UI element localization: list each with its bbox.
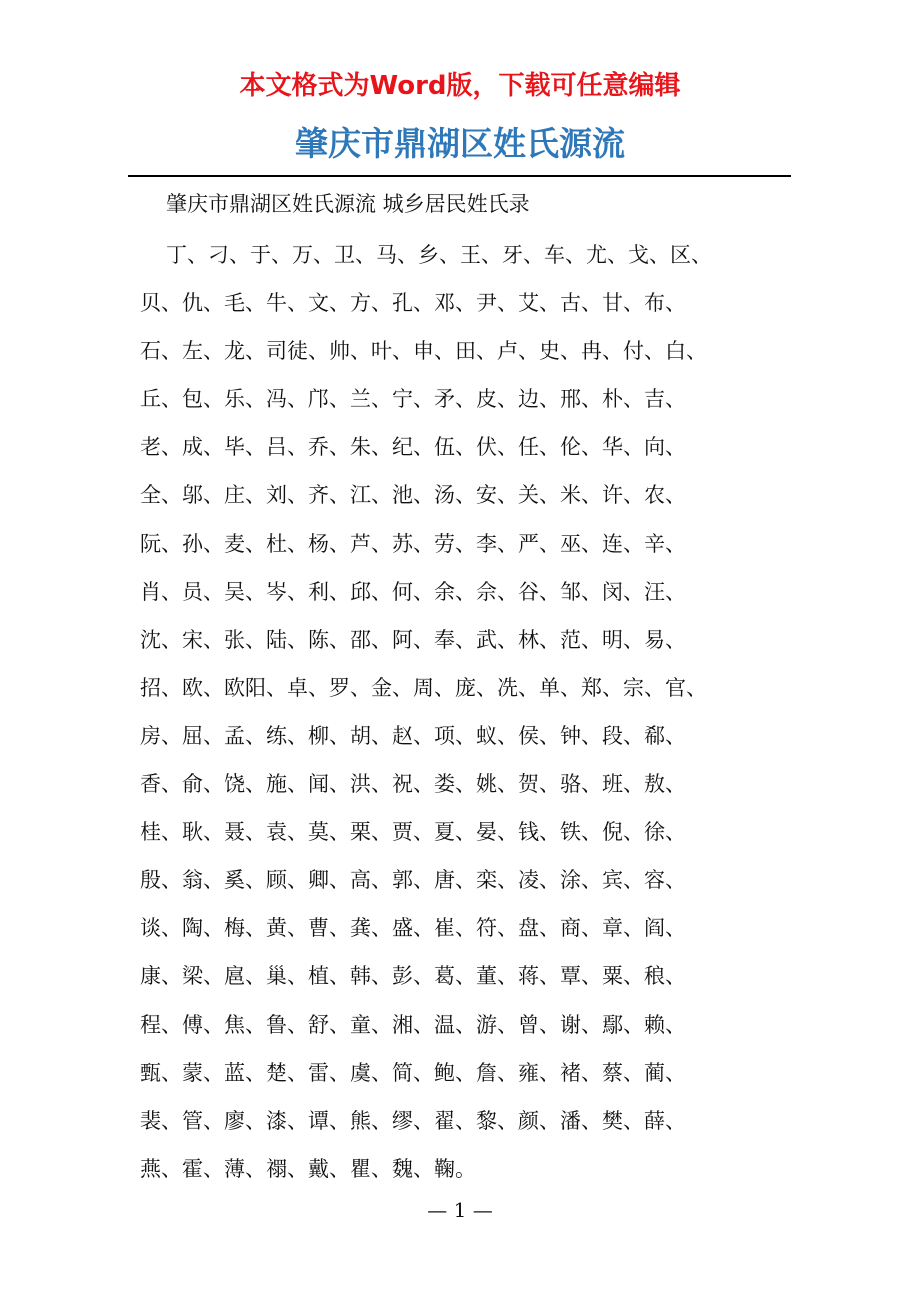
surname-line: 贝、仇、毛、牛、文、方、孔、邓、尹、艾、古、甘、布、	[140, 291, 686, 316]
surname-line: 肖、员、吴、岑、利、邱、何、余、佘、谷、邹、闵、汪、	[140, 579, 686, 604]
surname-line: 阮、孙、麦、杜、杨、芦、苏、劳、李、严、巫、连、辛、	[140, 531, 686, 556]
surname-line: 老、成、毕、吕、乔、朱、纪、伍、伏、任、伦、华、向、	[140, 435, 686, 460]
surname-line: 康、梁、扈、巢、植、韩、彭、葛、董、蒋、覃、粟、稂、	[140, 964, 686, 989]
surname-line: 程、傅、焦、鲁、舒、童、湘、温、游、曾、谢、鄢、赖、	[140, 1012, 686, 1037]
page-number: — 1 —	[427, 1198, 493, 1222]
title-divider	[128, 175, 791, 177]
surname-line: 裴、管、廖、漆、谭、熊、缪、翟、黎、颜、潘、樊、薛、	[140, 1108, 686, 1133]
surname-line: 全、邬、庄、刘、齐、江、池、汤、安、关、米、许、农、	[140, 483, 686, 508]
surname-line: 桂、耿、聂、袁、莫、栗、贾、夏、晏、钱、铁、倪、徐、	[140, 820, 686, 845]
surname-line: 房、屈、孟、练、柳、胡、赵、项、蚁、侯、钟、段、郗、	[140, 723, 686, 748]
surname-list	[140, 231, 795, 1193]
format-notice: 本文格式为Word版，下载可任意编辑	[239, 71, 681, 101]
surname-line: 丁、刁、于、万、卫、马、乡、王、牙、车、尤、戈、区、	[166, 243, 712, 267]
surname-line: 沈、宋、张、陆、陈、邵、阿、奉、武、林、范、明、易、	[140, 627, 686, 652]
surname-line: 燕、霍、薄、禤、戴、瞿、魏、鞠。	[140, 1156, 476, 1181]
surname-line: 招、欧、欧阳、卓、罗、金、周、庞、冼、单、郑、宗、官、	[140, 675, 707, 700]
surname-line: 丘、包、乐、冯、邝、兰、宁、矛、皮、边、邢、朴、吉、	[140, 387, 686, 412]
page-title: 肇庆市鼎湖区姓氏源流	[295, 124, 625, 163]
surname-line: 石、左、龙、司徒、帅、叶、申、田、卢、史、冉、付、白、	[140, 339, 707, 364]
intro-paragraph: 肇庆市鼎湖区姓氏源流 城乡居民姓氏录	[166, 192, 530, 216]
surname-line: 谈、陶、梅、黄、曹、龚、盛、崔、符、盘、商、章、阎、	[140, 916, 686, 941]
surname-line: 甄、蒙、蓝、楚、雷、虞、简、鲍、詹、雍、褚、蔡、蔺、	[140, 1060, 686, 1085]
surname-line: 殷、翁、奚、顾、卿、高、郭、唐、栾、凌、涂、宾、容、	[140, 868, 686, 893]
surname-line: 香、俞、饶、施、闻、洪、祝、娄、姚、贺、骆、班、敖、	[140, 772, 686, 797]
